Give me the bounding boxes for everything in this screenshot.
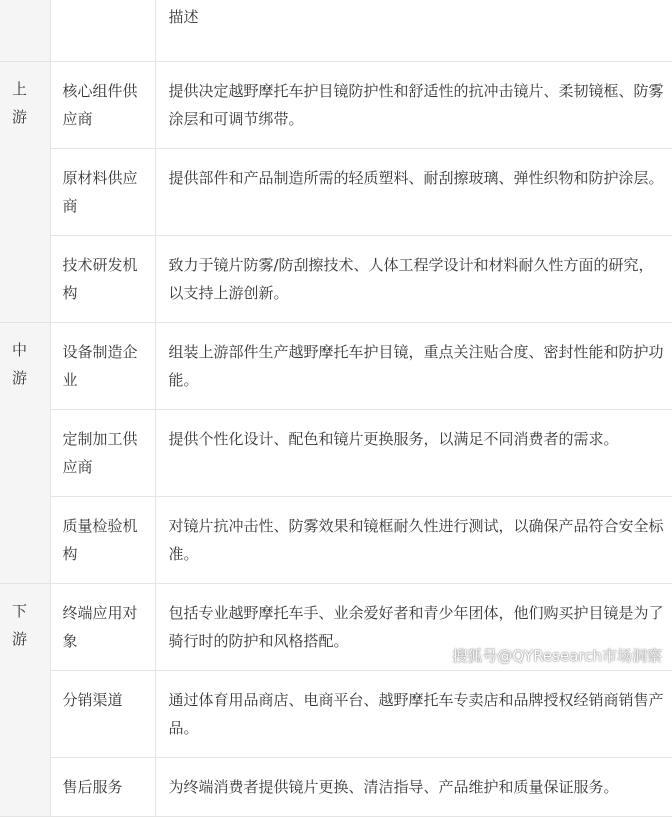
desc-cell xyxy=(155,236,672,323)
role-label: 原材料供应商 xyxy=(62,169,138,215)
role-cell xyxy=(50,758,155,817)
desc-cell xyxy=(155,323,672,410)
table-row xyxy=(0,62,672,149)
stage-cell-midstream xyxy=(0,323,50,584)
desc-cell xyxy=(155,671,672,758)
table-row xyxy=(0,236,672,323)
role-header-cell xyxy=(50,0,155,62)
stage-label: 中游 xyxy=(12,341,28,387)
role-cell xyxy=(50,497,155,584)
desc-text: 为终端消费者提供镜片更换、清洁指导、产品维护和质量保证服务。 xyxy=(168,778,619,796)
role-cell xyxy=(50,62,155,149)
desc-text: 通过体育用品商店、电商平台、越野摩托车专卖店和品牌授权经销商销售产品。 xyxy=(168,691,664,737)
desc-cell xyxy=(155,62,672,149)
desc-text: 提供部件和产品制造所需的轻质塑料、耐刮擦玻璃、弹性织物和防护涂层。 xyxy=(168,169,664,187)
table-row xyxy=(0,323,672,410)
desc-text: 包括专业越野摩托车手、业余爱好者和青少年团体，他们购买护目镜是为了骑行时的防护和风格搭配。 xyxy=(168,604,664,650)
stage-label: 上游 xyxy=(12,80,28,126)
role-cell xyxy=(50,584,155,671)
role-cell xyxy=(50,323,155,410)
role-label: 分销渠道 xyxy=(62,691,123,709)
desc-header-label: 描述 xyxy=(168,8,199,26)
role-label: 质量检验机构 xyxy=(62,517,138,563)
desc-cell xyxy=(155,758,672,817)
stage-label: 下游 xyxy=(12,602,28,648)
desc-cell xyxy=(155,149,672,236)
role-cell xyxy=(50,410,155,497)
desc-cell xyxy=(155,497,672,584)
role-label: 技术研发机构 xyxy=(62,256,138,302)
desc-cell xyxy=(155,410,672,497)
table-row xyxy=(0,671,672,758)
role-label: 设备制造企业 xyxy=(62,343,138,389)
role-cell xyxy=(50,236,155,323)
table-header-row xyxy=(0,0,672,62)
role-cell xyxy=(50,149,155,236)
role-label: 售后服务 xyxy=(62,778,123,796)
watermark: 搜狐号@QYResearch市场洞察 xyxy=(452,647,662,665)
table-row xyxy=(0,410,672,497)
role-label: 定制加工供应商 xyxy=(62,430,138,476)
table-row xyxy=(0,497,672,584)
desc-header-cell xyxy=(155,0,672,62)
desc-text: 提供个性化设计、配色和镜片更换服务，以满足不同消费者的需求。 xyxy=(168,430,619,448)
table-row xyxy=(0,149,672,236)
role-label: 终端应用对象 xyxy=(62,604,138,650)
role-label: 核心组件供应商 xyxy=(62,82,138,128)
desc-text: 对镜片抗冲击性、防雾效果和镜框耐久性进行测试，以确保产品符合安全标准。 xyxy=(168,517,664,563)
desc-text: 致力于镜片防雾/防刮擦技术、人体工程学设计和材料耐久性方面的研究，以支持上游创新。 xyxy=(168,256,654,302)
table-row xyxy=(0,758,672,817)
role-cell xyxy=(50,671,155,758)
stage-cell-downstream xyxy=(0,584,50,817)
desc-text: 组装上游部件生产越野摩托车护目镜，重点关注贴合度、密封性能和防护功能。 xyxy=(168,343,664,389)
desc-text: 提供决定越野摩托车护目镜防护性和舒适性的抗冲击镜片、柔韧镜框、防雾涂层和可调节绑带。 xyxy=(168,82,664,128)
stage-cell-upstream xyxy=(0,62,50,323)
stage-header-cell xyxy=(0,0,50,62)
